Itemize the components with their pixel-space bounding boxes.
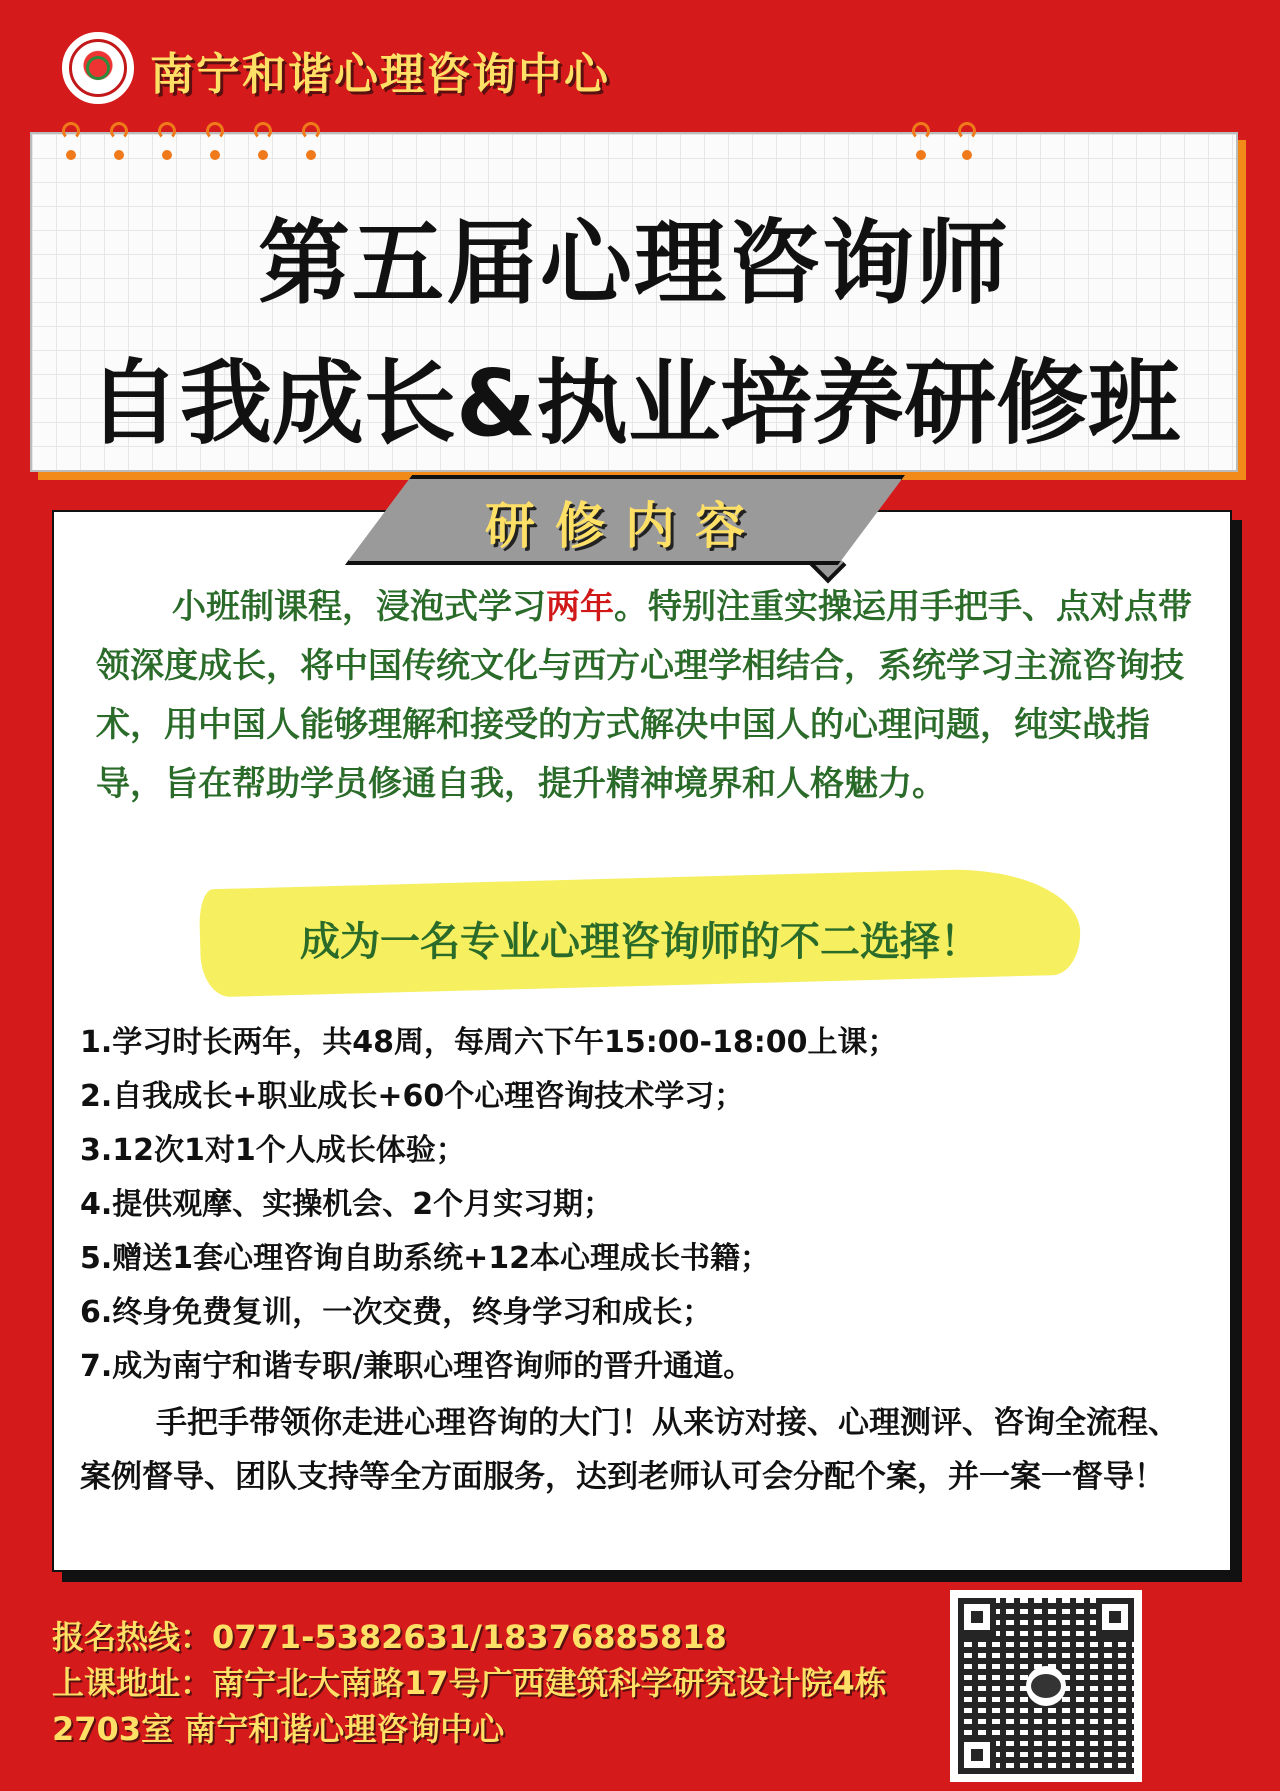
binder-hole-icon (162, 150, 172, 160)
binder-ring-icon (110, 122, 128, 140)
title-line-1: 第五届心理咨询师 (257, 210, 1010, 317)
outro-paragraph: 手把手带领你走进心理咨询的大门！从来访对接、心理测评、咨询全流程、案例督导、团队支持等全方面服务，达到老师认可会分配个案，并一案一督导！ (80, 1405, 1179, 1495)
binder-ring-icon (62, 122, 80, 140)
list-item: 6.终身免费复训，一次交费，终身学习和成长； (80, 1295, 713, 1330)
intro-text-1: 小班制课程，浸泡式学习 (172, 587, 546, 627)
intro-highlight: 两年 (546, 587, 614, 627)
footer-info (52, 1614, 952, 1752)
binder-hole-icon (306, 150, 316, 160)
list-item: 4.提供观摩、实操机会、2个月实习期； (80, 1187, 614, 1222)
intro-paragraph (96, 578, 1194, 814)
list-item: 1.学习时长两年，共48周，每周六下午15:00-18:00上课； (80, 1025, 898, 1060)
binder-hole-icon (916, 150, 926, 160)
hotline-text: 报名热线：0771-5382631/18376885818 (52, 1618, 727, 1656)
title-line-2: 自我成长&执业培养研修班 (87, 350, 1181, 457)
list-item: 2.自我成长+职业成长+60个心理咨询技术学习； (80, 1079, 745, 1114)
feature-list (80, 1016, 1210, 1394)
binder-ring-icon (206, 122, 224, 140)
binder-hole-icon (258, 150, 268, 160)
address-line-1: 上课地址：南宁北大南路17号广西建筑科学研究设计院4栋 (52, 1664, 887, 1702)
binder-ring-icon (912, 122, 930, 140)
section-heading: 研修内容 (485, 497, 765, 555)
address-line-2: 2703室 南宁和谐心理咨询中心 (52, 1710, 505, 1748)
intro-text-2: 。特别注重实操运用手把手、点对点带领深度成长，将中国传统文化与西方心理学相结合，系统学习主流咨询技术，用中国人能够理解和接受的方式解决中国人的心理问题，纯实战指导，旨在帮助学员修通自我，提升精神境界和人格魅力。 (96, 587, 1192, 804)
binder-ring-icon (302, 122, 320, 140)
binder-hole-icon (66, 150, 76, 160)
list-item: 3.12次1对1个人成长体验； (80, 1133, 466, 1168)
tagline: 成为一名专业心理咨询师的不二选择！ (300, 919, 980, 965)
list-item: 5.赠送1套心理咨询自助系统+12本心理成长书籍； (80, 1241, 771, 1276)
logo-emblem-icon (62, 32, 134, 104)
list-item: 7.成为南宁和谐专职/兼职心理咨询师的晋升通道。 (80, 1349, 754, 1384)
binder-hole-icon (962, 150, 972, 160)
wechat-icon (1026, 1666, 1066, 1706)
binder-hole-icon (114, 150, 124, 160)
binder-ring-icon (254, 122, 272, 140)
binder-ring-icon (158, 122, 176, 140)
qr-code-icon[interactable] (950, 1590, 1142, 1782)
binder-ring-icon (958, 122, 976, 140)
brand-name: 南宁和谐心理咨询中心 (150, 49, 610, 100)
binder-hole-icon (210, 150, 220, 160)
